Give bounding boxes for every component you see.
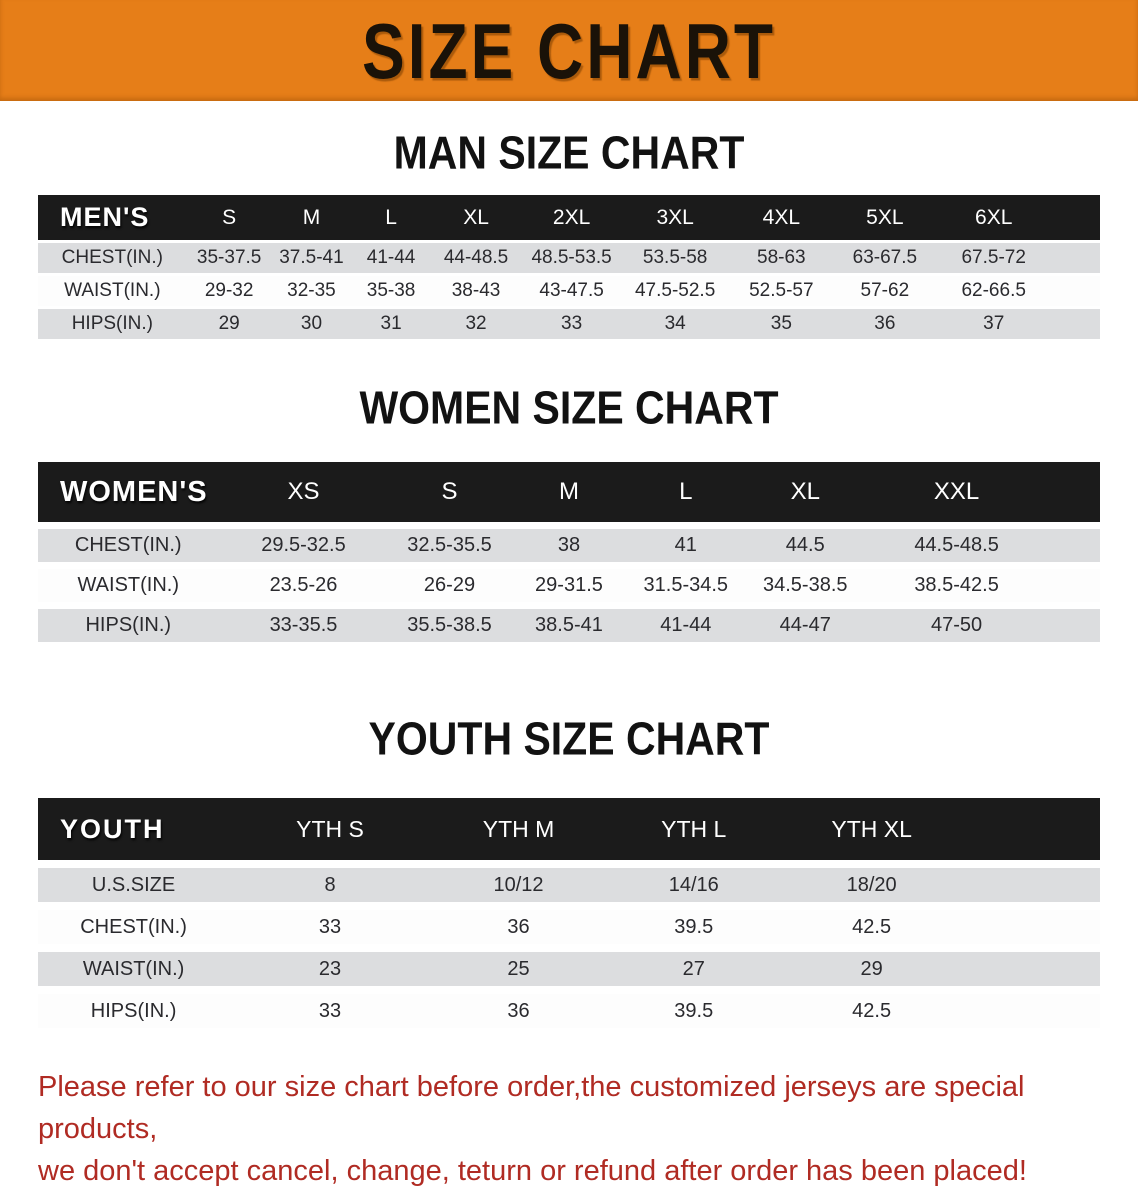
- measurement-value: 29.5-32.5: [219, 529, 389, 562]
- women-size-table-wrap: [38, 455, 1100, 649]
- measurement-row: [38, 910, 1100, 944]
- measurement-value: 42.5: [781, 994, 962, 1028]
- size-column-header: 2XL: [521, 195, 622, 240]
- measurement-value: 44-47: [744, 609, 866, 642]
- size-column-header: YTH M: [431, 798, 606, 860]
- man-size-table: [38, 192, 1100, 342]
- measurement-row: [38, 952, 1100, 986]
- table-corner-label: YOUTH: [38, 798, 229, 860]
- measurement-value: 41-44: [627, 609, 744, 642]
- measurement-value: 52.5-57: [728, 276, 834, 306]
- measurement-value: 47.5-52.5: [622, 276, 728, 306]
- measurement-row: [38, 609, 1100, 642]
- measurement-value: 58-63: [728, 243, 834, 273]
- measurement-value: 35-37.5: [187, 243, 272, 273]
- measurement-row: [38, 243, 1100, 273]
- size-column-header: L: [627, 462, 744, 522]
- measurement-value: 32-35: [272, 276, 352, 306]
- row-label: U.S.SIZE: [38, 868, 229, 902]
- banner-title: SIZE CHART: [362, 6, 776, 95]
- measurement-value: 23: [229, 952, 431, 986]
- table-corner-label: WOMEN'S: [38, 462, 219, 522]
- size-header-row: [38, 798, 1100, 860]
- measurement-value: 38-43: [431, 276, 521, 306]
- measurement-value: 44.5-48.5: [866, 529, 1047, 562]
- measurement-row: [38, 569, 1100, 602]
- table-corner-label: MEN'S: [38, 195, 187, 240]
- measurement-value: 33: [229, 994, 431, 1028]
- measurement-value: 36: [834, 309, 935, 339]
- measurement-value: 44.5: [744, 529, 866, 562]
- header-filler-cell: [1052, 195, 1100, 240]
- size-column-header: 5XL: [834, 195, 935, 240]
- measurement-value: 37.5-41: [272, 243, 352, 273]
- measurement-value: 63-67.5: [834, 243, 935, 273]
- size-column-header: XXL: [866, 462, 1047, 522]
- measurement-value: 38.5-42.5: [866, 569, 1047, 602]
- measurement-value: 48.5-53.5: [521, 243, 622, 273]
- measurement-value: 33: [521, 309, 622, 339]
- measurement-value: 31: [351, 309, 431, 339]
- youth-size-table: [38, 790, 1100, 1036]
- measurement-value: 38: [511, 529, 628, 562]
- row-label: WAIST(IN.): [38, 952, 229, 986]
- measurement-value: 41: [627, 529, 744, 562]
- measurement-value: 34.5-38.5: [744, 569, 866, 602]
- women-section-heading: WOMEN SIZE CHART: [359, 382, 779, 434]
- row-filler-cell: [1052, 276, 1100, 306]
- row-label: HIPS(IN.): [38, 994, 229, 1028]
- size-column-header: 3XL: [622, 195, 728, 240]
- measurement-value: 57-62: [834, 276, 935, 306]
- measurement-value: 29: [187, 309, 272, 339]
- size-chart-banner: [0, 0, 1138, 101]
- row-filler-cell: [962, 952, 1100, 986]
- measurement-value: 35-38: [351, 276, 431, 306]
- size-column-header: 4XL: [728, 195, 834, 240]
- row-label: WAIST(IN.): [38, 569, 219, 602]
- measurement-value: 36: [431, 994, 606, 1028]
- row-filler-cell: [1052, 309, 1100, 339]
- row-label: CHEST(IN.): [38, 529, 219, 562]
- size-column-header: L: [351, 195, 431, 240]
- measurement-row: [38, 994, 1100, 1028]
- row-filler-cell: [962, 994, 1100, 1028]
- size-column-header: M: [511, 462, 628, 522]
- measurement-value: 25: [431, 952, 606, 986]
- measurement-row: [38, 868, 1100, 902]
- measurement-value: 39.5: [606, 994, 781, 1028]
- row-filler-cell: [1047, 569, 1100, 602]
- youth-section-heading: YOUTH SIZE CHART: [368, 713, 770, 765]
- measurement-value: 36: [431, 910, 606, 944]
- row-label: CHEST(IN.): [38, 243, 187, 273]
- header-filler-cell: [962, 798, 1100, 860]
- measurement-value: 23.5-26: [219, 569, 389, 602]
- size-column-header: YTH S: [229, 798, 431, 860]
- measurement-value: 29: [781, 952, 962, 986]
- measurement-value: 30: [272, 309, 352, 339]
- youth-size-table-wrap: [38, 790, 1100, 1036]
- header-filler-cell: [1047, 462, 1100, 522]
- row-filler-cell: [1052, 243, 1100, 273]
- size-column-header: YTH L: [606, 798, 781, 860]
- size-column-header: 6XL: [935, 195, 1052, 240]
- measurement-value: 29-32: [187, 276, 272, 306]
- row-label: HIPS(IN.): [38, 309, 187, 339]
- measurement-value: 53.5-58: [622, 243, 728, 273]
- measurement-value: 32: [431, 309, 521, 339]
- measurement-value: 29-31.5: [511, 569, 628, 602]
- measurement-value: 35: [728, 309, 834, 339]
- measurement-value: 34: [622, 309, 728, 339]
- measurement-value: 43-47.5: [521, 276, 622, 306]
- disclaimer-line-1: Please refer to our size chart before order,the customized jerseys are special products,: [38, 1071, 1025, 1145]
- measurement-value: 62-66.5: [935, 276, 1052, 306]
- row-filler-cell: [1047, 609, 1100, 642]
- measurement-value: 27: [606, 952, 781, 986]
- women-size-table: [38, 455, 1100, 649]
- row-label: HIPS(IN.): [38, 609, 219, 642]
- measurement-value: 38.5-41: [511, 609, 628, 642]
- measurement-row: [38, 529, 1100, 562]
- measurement-value: 39.5: [606, 910, 781, 944]
- measurement-value: 33: [229, 910, 431, 944]
- size-column-header: S: [388, 462, 510, 522]
- measurement-value: 10/12: [431, 868, 606, 902]
- measurement-value: 32.5-35.5: [388, 529, 510, 562]
- row-label: WAIST(IN.): [38, 276, 187, 306]
- measurement-value: 37: [935, 309, 1052, 339]
- measurement-value: 47-50: [866, 609, 1047, 642]
- size-column-header: YTH XL: [781, 798, 962, 860]
- size-column-header: XS: [219, 462, 389, 522]
- measurement-value: 14/16: [606, 868, 781, 902]
- measurement-value: 26-29: [388, 569, 510, 602]
- man-section-heading: MAN SIZE CHART: [393, 127, 745, 179]
- measurement-value: 33-35.5: [219, 609, 389, 642]
- measurement-value: 31.5-34.5: [627, 569, 744, 602]
- disclaimer-note: [38, 1066, 1102, 1192]
- measurement-value: 42.5: [781, 910, 962, 944]
- disclaimer-line-2: we don't accept cancel, change, teturn or refund after order has been placed!: [38, 1155, 1027, 1187]
- measurement-row: [38, 276, 1100, 306]
- measurement-value: 18/20: [781, 868, 962, 902]
- measurement-value: 41-44: [351, 243, 431, 273]
- size-column-header: XL: [431, 195, 521, 240]
- row-filler-cell: [962, 910, 1100, 944]
- measurement-row: [38, 309, 1100, 339]
- row-label: CHEST(IN.): [38, 910, 229, 944]
- row-filler-cell: [1047, 529, 1100, 562]
- size-column-header: S: [187, 195, 272, 240]
- size-column-header: M: [272, 195, 352, 240]
- measurement-value: 67.5-72: [935, 243, 1052, 273]
- measurement-value: 35.5-38.5: [388, 609, 510, 642]
- man-size-table-wrap: [38, 192, 1100, 342]
- size-column-header: XL: [744, 462, 866, 522]
- size-header-row: [38, 462, 1100, 522]
- measurement-value: 44-48.5: [431, 243, 521, 273]
- row-filler-cell: [962, 868, 1100, 902]
- measurement-value: 8: [229, 868, 431, 902]
- size-header-row: [38, 195, 1100, 240]
